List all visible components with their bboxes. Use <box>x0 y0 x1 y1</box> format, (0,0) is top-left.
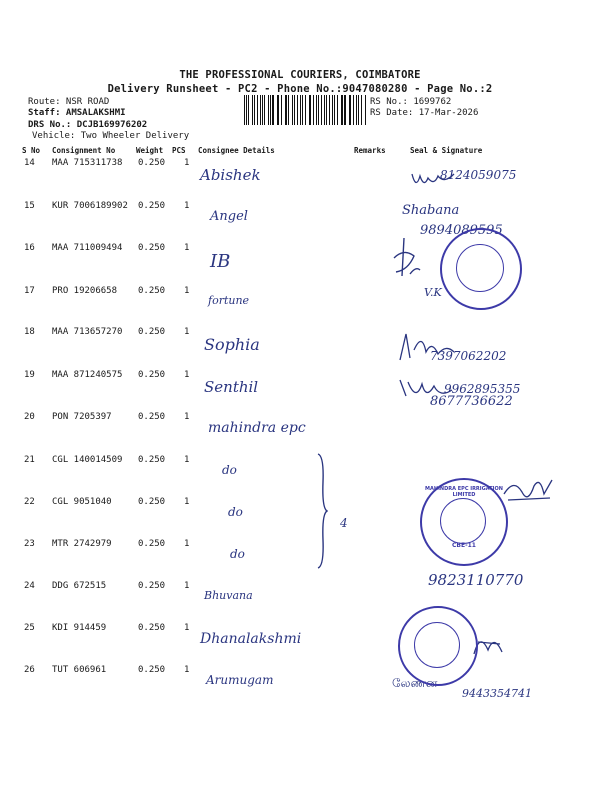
table-row <box>0 539 600 561</box>
barcode-bar <box>292 95 293 125</box>
row-weight: 0.250 <box>138 412 166 422</box>
row-consignment-no: MTR 2742979 <box>52 539 112 549</box>
barcode <box>244 95 366 125</box>
barcode-bar <box>313 95 314 125</box>
row-sno: 26 <box>24 665 35 675</box>
row-pcs: 1 <box>184 581 190 591</box>
row-consignee-handwritten: Sophia <box>204 335 260 354</box>
mahindra-stamp-city: CBE-11 <box>452 542 476 549</box>
row-consignee-handwritten: do <box>228 505 243 519</box>
row-pcs: 1 <box>184 201 190 211</box>
barcode-bar <box>288 95 289 125</box>
row-weight: 0.250 <box>138 497 166 507</box>
row-sno: 23 <box>24 539 35 549</box>
row-sno: 18 <box>24 327 35 337</box>
rs-number: RS No.: 1699762 <box>370 97 452 107</box>
row-sno: 21 <box>24 455 35 465</box>
signature-18 <box>396 330 458 364</box>
barcode-bar <box>361 95 362 125</box>
row-sno: 24 <box>24 581 35 591</box>
mahindra-stamp-icon <box>420 478 508 566</box>
staff-label: Staff: AMSALAKSHMI <box>28 108 126 118</box>
row-pcs: 1 <box>184 539 190 549</box>
table-row <box>0 158 600 184</box>
row-pcs: 1 <box>184 286 190 296</box>
row-consignment-no: DDG 672515 <box>52 581 107 591</box>
row-pcs: 1 <box>184 665 190 675</box>
drs-label: DRS No.: DCJB169976202 <box>28 120 148 130</box>
row-consignee-handwritten: do <box>230 547 245 561</box>
row-pcs: 1 <box>184 370 190 380</box>
row-weight: 0.250 <box>138 201 166 211</box>
row-pcs: 1 <box>184 243 190 253</box>
col-sno: S No <box>22 146 41 155</box>
table-row <box>0 623 600 647</box>
barcode-bar <box>254 95 255 125</box>
group-count: 4 <box>340 516 348 530</box>
row-signature-note: 9962895355 <box>444 382 521 396</box>
row-weight: 0.250 <box>138 286 166 296</box>
col-consignment: Consignment No <box>52 146 116 155</box>
row-weight: 0.250 <box>138 665 166 675</box>
barcode-bar <box>350 95 351 125</box>
barcode-bar <box>300 95 301 125</box>
row-sno: 22 <box>24 497 35 507</box>
signature-19 <box>396 372 456 406</box>
row-sno: 16 <box>24 243 35 253</box>
row-sno: 20 <box>24 412 35 422</box>
row-pcs: 1 <box>184 412 190 422</box>
mahindra-stamp-text: MAHINDRA EPC IRRIGATION LIMITED <box>425 486 503 498</box>
col-seal: Seal & Signature <box>410 146 483 155</box>
row-consignment-no: KDI 914459 <box>52 623 107 633</box>
row-consignee-handwritten: Senthil <box>204 378 259 396</box>
signature-14 <box>408 168 458 194</box>
tamil-signature: லேணன <box>392 676 438 690</box>
col-consignee: Consignee Details <box>198 146 275 155</box>
table-row <box>0 455 600 477</box>
row-weight: 0.250 <box>138 158 166 168</box>
row-consignee-handwritten: Bhuvana <box>204 589 253 602</box>
row-weight: 0.250 <box>138 455 166 465</box>
barcode-bar <box>305 95 306 125</box>
bank-stamp-icon <box>440 228 522 310</box>
row-sno: 19 <box>24 370 35 380</box>
table-row <box>0 370 600 396</box>
row-consignment-no: PRO 19206658 <box>52 286 118 296</box>
row-signature-note: 8124059075 <box>440 168 517 182</box>
row-sno: 14 <box>24 158 35 168</box>
barcode-bar <box>337 95 338 125</box>
barcode-bar <box>281 95 282 125</box>
row-signature-note: 9443354741 <box>462 687 532 700</box>
row-consignee-handwritten: Abishek <box>200 166 261 184</box>
row-pcs: 1 <box>184 497 190 507</box>
table-row <box>0 571 600 602</box>
row-consignee-handwritten: fortune <box>208 294 250 307</box>
row-consignment-no: CGL 9051040 <box>52 497 112 507</box>
row-signature-note: Shabana <box>402 203 460 218</box>
route-label: Route: NSR ROAD <box>28 97 110 107</box>
row-signature-note: 9823110770 <box>428 571 524 589</box>
row-consignment-no: MAA 715311738 <box>52 158 123 168</box>
company-title: THE PROFESSIONAL COURIERS, COIMBATORE <box>179 69 421 81</box>
row-consignment-no: CGL 140014509 <box>52 455 123 465</box>
row-sno: 25 <box>24 623 35 633</box>
table-row <box>0 201 600 224</box>
row-consignee-handwritten: do <box>222 463 237 477</box>
table-row <box>0 394 600 436</box>
group-brace-icon <box>316 452 328 570</box>
barcode-bar <box>264 95 265 125</box>
row-consignee-handwritten: IB <box>210 251 231 272</box>
barcode-bar <box>358 95 359 125</box>
row-consignment-no: MAA 871240575 <box>52 370 123 380</box>
rs-date: RS Date: 17-Mar-2026 <box>370 108 479 118</box>
row-signature-note: 7397062202 <box>430 349 507 363</box>
row-consignment-no: KUR 7006189902 <box>52 201 128 211</box>
row-weight: 0.250 <box>138 539 166 549</box>
row-signature-note: 8677736622 <box>430 394 513 409</box>
signature-21 <box>500 474 556 508</box>
row-consignment-no: MAA 711009494 <box>52 243 123 253</box>
row-weight: 0.250 <box>138 581 166 591</box>
row-consignment-no: PON 7205397 <box>52 412 112 422</box>
row-consignee-handwritten: Angel <box>210 209 248 224</box>
round-stamp-icon <box>398 606 478 686</box>
row-weight: 0.250 <box>138 243 166 253</box>
row-pcs: 1 <box>184 158 190 168</box>
col-remarks: Remarks <box>354 146 386 155</box>
signature-16 <box>390 236 422 282</box>
barcode-bar <box>268 95 269 125</box>
row-consignment-no: TUT 606961 <box>52 665 107 675</box>
runsheet-subtitle: Delivery Runsheet - PC2 - Phone No.:9047080280 - Page No.:2 <box>107 83 493 95</box>
col-weight: Weight <box>136 146 164 155</box>
row-consignee-handwritten: Dhanalakshmi <box>200 631 302 647</box>
row-weight: 0.250 <box>138 370 166 380</box>
row-pcs: 1 <box>184 623 190 633</box>
col-pcs: PCS <box>172 146 186 155</box>
barcode-bar <box>316 95 317 125</box>
barcode-bar <box>272 95 273 125</box>
row-consignment-no: MAA 713657270 <box>52 327 123 337</box>
barcode-bar <box>244 95 245 125</box>
row-consignee-handwritten: mahindra epc <box>208 420 306 436</box>
barcode-bar <box>344 95 345 125</box>
row-pcs: 1 <box>184 327 190 337</box>
row-pcs: 1 <box>184 455 190 465</box>
vehicle-label: Vehicle: Two Wheeler Delivery <box>32 131 190 141</box>
row-consignee-handwritten: Arumugam <box>206 673 274 687</box>
row-weight: 0.250 <box>138 327 166 337</box>
barcode-bar <box>324 95 325 125</box>
barcode-bar <box>252 95 253 125</box>
barcode-bar <box>332 95 333 125</box>
row-signature-note: V.K <box>424 286 442 299</box>
row-weight: 0.250 <box>138 623 166 633</box>
table-row <box>0 327 600 363</box>
row-sno: 15 <box>24 201 35 211</box>
row-signature-note: 9894089595 <box>420 223 503 238</box>
row-sno: 17 <box>24 286 35 296</box>
